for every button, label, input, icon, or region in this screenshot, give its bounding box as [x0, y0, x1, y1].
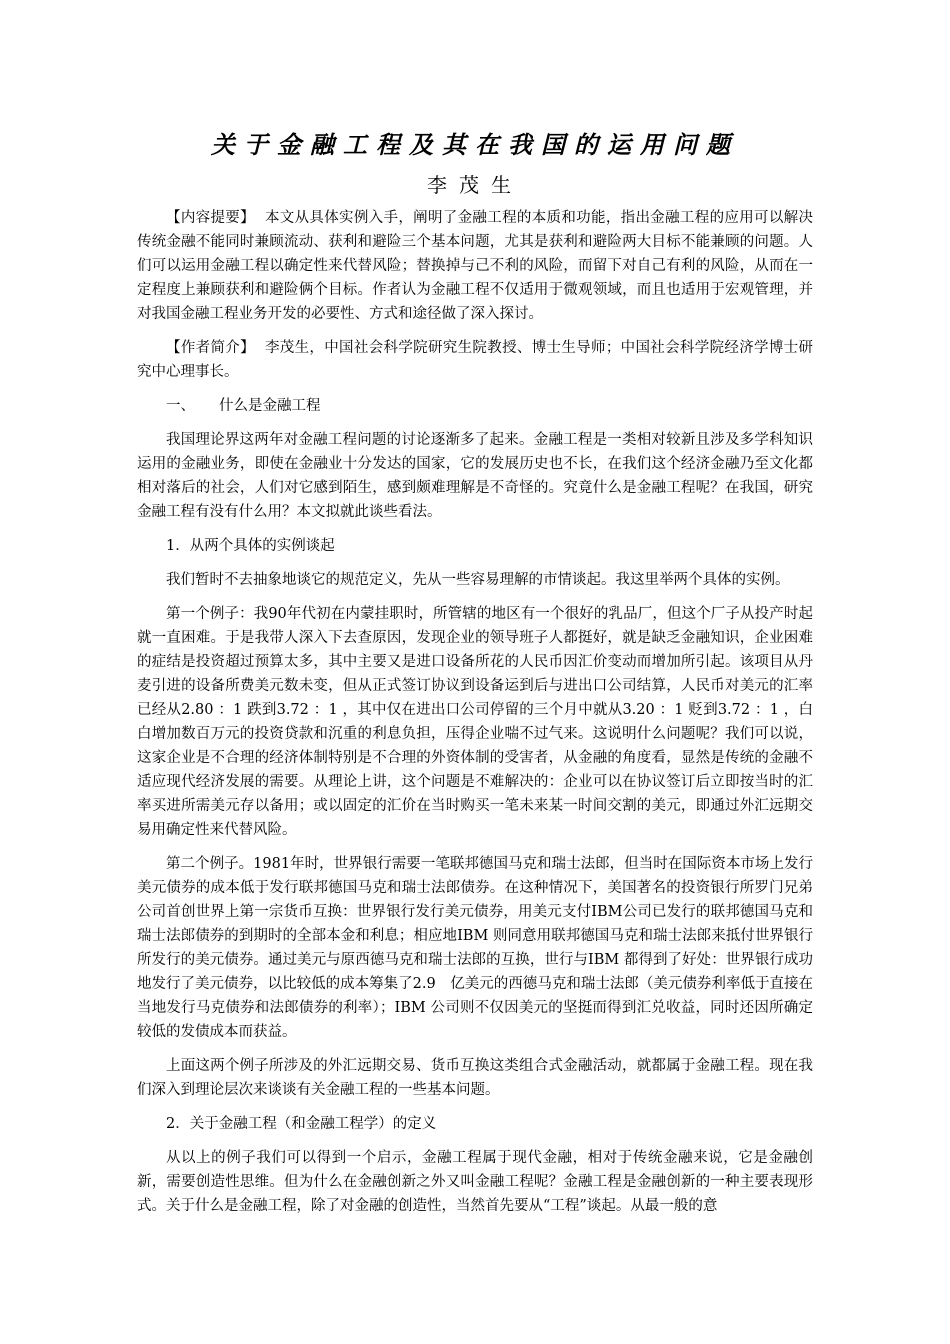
section-intro-paragraph: 我国理论界这两年对金融工程问题的讨论逐渐多了起来。金融工程是一类相对较新且涉及多学科知识运用的金融业务，即使在金融业十分发达的国家，它的发展历史也不长，在我们这个经济金融乃至文化都相对落后的社会，人们对它感到陌生，感到颇难理解是不奇怪的。究竟什么是金融工程呢？在我国，研究金融工程有没有什么用？本文拟就此谈些看法。: [137, 432, 813, 520]
paragraph-example-1: 第一个例子：我90年代初在内蒙挂职时，所管辖的地区有一个很好的乳品厂，但这个厂子从投产时起就一直困难。于是我带人深入下去查原因，发现企业的领导班子人都挺好，就是缺乏金融知识，企业困难的症结是投资超过预算太多，其中主要又是进口设备所花的人民币因汇价变动而增加所引起。该项目从丹麦引进的设备所费美元数未变，但从正式签订协议到设备运到后与进出口公司结算，人民币对美元的汇率已经从2.80 ：1 跌到3.72 ：1 ，其中仅在进出口公司停留的三个月中就从3.20 ：1 贬到3.72 ：1 ，白白增加数百万元的投资贷款和沉重的利息负担，压得企业喘不过气来。这说明什么问题呢？我们可以说，这家企业是不合理的经济体制特别是不合理的外资体制的受害者，从金融的角度看，显然是传统的金融不适应现代经济发展的需要。从理论上讲，这个问题是不难解决的：企业可以在协议签订后立即按当时的汇率买进所需美元存以备用；或以固定的汇价在当时购买一笔未来某一时间交割的美元，即通过外汇远期交易用确定性来代替风险。: [137, 606, 813, 838]
author-bio-text: 李茂生，中国社会科学院研究生院教授、博士生导师；中国社会科学院经济学博士研究中心理事长。: [137, 340, 814, 380]
abstract-label: 【内容提要】: [166, 210, 255, 226]
section-heading: [137, 394, 813, 418]
article-title: 关于金融工程及其在我国的运用问题: [211, 130, 739, 159]
author-name: 李茂生: [427, 173, 523, 197]
author-bio-paragraph: [137, 336, 813, 384]
section-title: 什么是金融工程: [219, 398, 321, 414]
paragraph-definition: 从以上的例子我们可以得到一个启示，金融工程属于现代金融，相对于传统金融来说，它是金融创新，需要创造性思维。但为什么在金融创新之外又叫金融工程呢？金融工程是金融创新的一种主要表现形式。关于什么是金融工程，除了对金融的创造性，当然首先要从“工程”谈起。从最一般的意: [137, 1150, 813, 1214]
abstract-text: 本文从具体实例入手，阐明了金融工程的本质和功能，指出金融工程的应用可以解决传统金融不能同时兼顾流动、获利和避险三个基本问题，尤其是获利和避险两大目标不能兼顾的问题。人们可以运用金融工程以确定性来代替风险；替换掉与己不利的风险，而留下对自己有利的风险，从而在一定程度上兼顾获利和避险俩个目标。作者认为金融工程不仅适用于微观领域，而且也适用于宏观管理，并对我国金融工程业务开发的必要性、方式和途径做了深入探讨。: [137, 210, 814, 322]
paragraph-intro-examples: 我们暂时不去抽象地谈它的规范定义，先从一些容易理解的市情谈起。我这里举两个具体的实例。: [166, 572, 790, 588]
subsection-heading-1: 1．从两个具体的实例谈起: [166, 538, 335, 554]
abstract-paragraph: [137, 206, 813, 326]
paragraph-example-2: 第二个例子。1981年时，世界银行需要一笔联邦德国马克和瑞士法郎，但当时在国际资本市场上发行美元债券的成本低于发行联邦德国马克和瑞士法郎债券。在这种情况下，美国著名的投资银行所罗门兄弟公司首创世界上第一宗货币互换：世界银行发行美元债券，用美元支付IBM公司已发行的联邦德国马克和瑞士法郎债券的到期时的全部本金和利息；相应地IBM 则同意用联邦德国马克和瑞士法郎来抵付世界银行所发行的美元债券。通过美元与原西德马克和瑞士法郎的互换，世行与IBM 都得到了好处：世界银行成功地发行了美元债券，以比较低的成本筹集了2.9 亿美元的西德马克和瑞士法郎（美元债券利率低于直接在当地发行马克债券和法郎债券的利率）；IBM 公司则不仅因美元的坚挺而得到汇兑收益，同时还因所确定较低的发债成本而获益。: [137, 856, 813, 1040]
paragraph-summary: 上面这两个例子所涉及的外汇远期交易、货币互换这类组合式金融活动，就都属于金融工程。现在我们深入到理论层次来谈谈有关金融工程的一些基本问题。: [137, 1058, 813, 1098]
section-number: 一、: [166, 398, 195, 414]
document-body: [137, 128, 813, 1228]
author-bio-label: 【作者简介】: [166, 340, 255, 356]
subsection-heading-2: 2．关于金融工程（和金融工程学）的定义: [166, 1116, 437, 1132]
